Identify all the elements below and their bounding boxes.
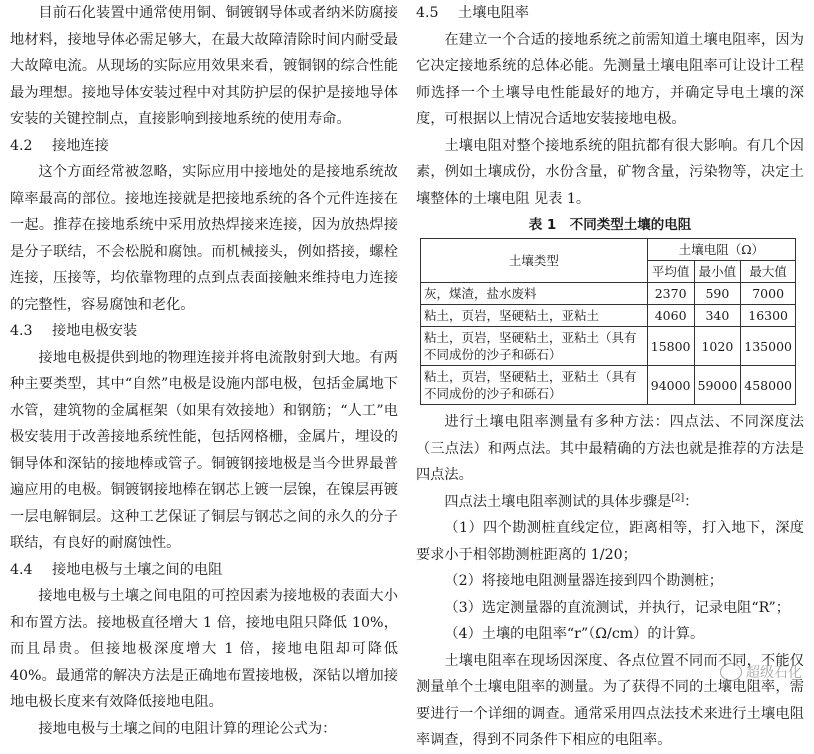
step-item: （3）选定测量器的直流测试，并执行，记录电阻“R”；: [444, 599, 790, 616]
paragraph-electrodes: 接地电极提供到地的物理连接并将电流散射到大地。有两种主要类型，其中“自然”电极是设施内部电极，包括金属地下水管，建筑物的金属框架（如果有效接地）和钢筋；“人工”电极安装用于改善接地系统性能，包括网格栅，金属片，埋设的铜导体和深钻的接地棒或管子。铜镀钢接地极是当今世界最普遍应用的电极。铜镀钢接地棒在钢芯上镀一层镍，在镍层再镀一层电解铜层。这种工艺保证了铜层与钢芯之间的永久的分子联结，有良好的耐腐蚀性。: [10, 349, 398, 551]
column-group-header: 土壤电阻（Ω）: [647, 239, 795, 261]
column-header-avg: 平均值: [647, 261, 694, 283]
paragraph-measurement-methods: 进行土壤电阻率测量有多种方法：四点法、不同深度法（三点法）和两点法。其中最精确的方法也就是推荐的方法是四点法。: [416, 414, 804, 483]
cell-avg: 2370: [647, 283, 694, 305]
section-heading-4-3: [10, 318, 398, 345]
section-number: 4.2: [10, 137, 33, 154]
step-item: （2）将接地电阻测量器连接到四个勘测桩；: [444, 573, 723, 589]
table-row: [421, 283, 796, 305]
watermark: [720, 662, 802, 682]
cell-type: 粘土，页岩，坚硬粘土，亚粘土（具有不同成份的沙子和砾石）: [421, 327, 648, 366]
cell-avg: 94000: [647, 366, 694, 405]
cell-min: 59000: [694, 366, 741, 405]
wechat-icon: [720, 663, 742, 681]
cell-max: 135000: [741, 327, 796, 366]
cell-type: 灰，煤渣，盐水废料: [421, 283, 648, 305]
paragraph-soil-resistivity-intro: 在建立一个合适的接地系统之前需知道土壤电阻率，因为它决定接地系统的总体必能。先测量土壤电阻率可让设计工程师选择一个土壤导电性能最好的地方，并确定导电土壤的深度，可根据以上情况合适地安装接地电极。: [416, 31, 804, 127]
section-heading-4-5: [416, 0, 804, 27]
section-title: 接地电极与土壤之间的电阻: [52, 561, 223, 578]
paragraph-electrode-soil-resistance: 接地电极与土壤之间电阻的可控因素为接地极的表面大小和布置方法。接地极直径增大 1 倍，接地电阻只降低 10%，而且昂贵。但接地极深度增大 1 倍，接地电阻却可降低 40%。最通常的解决方法是正确地布置接地极，深钻以增加接地电极长度来有效降低接地电阻。: [10, 588, 398, 710]
section-title: 接地电极安装: [52, 323, 138, 339]
cell-max: 458000: [741, 366, 796, 405]
paragraph-survey: 土壤电阻率在现场因深度、各点位置不同而不同，不能仅测量单个土壤电阻率的测量。为了获得不同的土壤电阻率，需要进行一个详细的调查。通常采用四点法技术来进行土壤电阻率调查，得到不同条件下相应的电阻率。: [416, 652, 804, 748]
cell-max: 16300: [741, 305, 796, 327]
paragraph-formula-intro: 接地电极与土壤之间的电阻计算的理论公式为：: [38, 720, 337, 737]
cell-type: 粘土，页岩，坚硬粘土，亚粘土（具有不同成份的沙子和砾石）: [421, 366, 648, 405]
table-caption: 表 1 不同类型土壤的电阻: [528, 217, 692, 233]
citation-ref[interactable]: [2]: [671, 492, 685, 503]
cell-avg: 4060: [647, 305, 694, 327]
cell-min: 1020: [694, 327, 741, 366]
section-number: 4.3: [10, 323, 33, 339]
step-item: （1）四个勘测桩直线定位，距离相等，打入地下，深度要求小于相邻勘测桩距离的 1/20；: [416, 520, 804, 563]
cell-avg: 15800: [647, 327, 694, 366]
steps-intro: 四点法土壤电阻率测试的具体步骤是: [444, 493, 672, 510]
section-title: 接地连接: [52, 137, 109, 154]
cell-max: 7000: [741, 283, 796, 305]
paragraph-four-point-steps: [416, 489, 804, 516]
table-row: [421, 366, 796, 405]
cell-min: 590: [694, 283, 741, 305]
cell-min: 340: [694, 305, 741, 327]
cell-type: 粘土，页岩，坚硬粘土，亚粘土: [421, 305, 648, 327]
table-row: [421, 305, 796, 327]
paragraph-soil-factors: 土壤电阻对整个接地系统的阻抗都有很大影响。有几个因素，例如土壤成份，水份含量，矿物含量，污染物等，决定土壤整体的土壤电阻 见表 1。: [416, 137, 804, 207]
section-number: 4.5: [416, 5, 439, 21]
paragraph-conductors: 目前石化装置中通常使用铜、铜镀钢导体或者纳米防腐接地材料，接地导体必需足够大，在最大故障清除时间内耐受最大故障电流。从现场的实际应用效果来看，镀铜钢的综合性能最为理想。接地导体安装过程中对其防护层的保护是接地导体安装的关键控制点，直接影响到接地系统的使用寿命。: [10, 5, 398, 127]
section-title: 土壤电阻率: [458, 5, 529, 21]
column-header-max: 最大值: [741, 261, 796, 283]
paragraph-connections: 这个方面经常被忽略，实际应用中接地处的是接地系统故障率最高的部位。接地连接就是把接地系统的各个元件连接在一起。推荐在接地系统中采用放热焊接来连接，因为放热焊接是分子联结，不会松脱和腐蚀。而机械接头，例如搭接，螺栓连接，压接等，均依靠物理的点到点表面接触来维持电力连接的完整性，容易腐蚀和老化。: [10, 164, 398, 313]
column-header-min: 最小值: [694, 261, 741, 283]
section-number: 4.4: [10, 561, 33, 578]
steps-intro-end: ：: [684, 493, 699, 510]
section-heading-4-2: [10, 133, 398, 160]
right-column: [416, 0, 804, 754]
watermark-text: 超级石化: [746, 665, 802, 681]
section-heading-4-4: [10, 557, 398, 584]
column-header-type: 土壤类型: [421, 239, 648, 283]
soil-resistance-table: [420, 238, 796, 405]
table-row: [421, 327, 796, 366]
left-column: [10, 0, 398, 742]
step-item: （4）土壤的电阻率“r”（Ω/cm）的计算。: [444, 626, 705, 642]
